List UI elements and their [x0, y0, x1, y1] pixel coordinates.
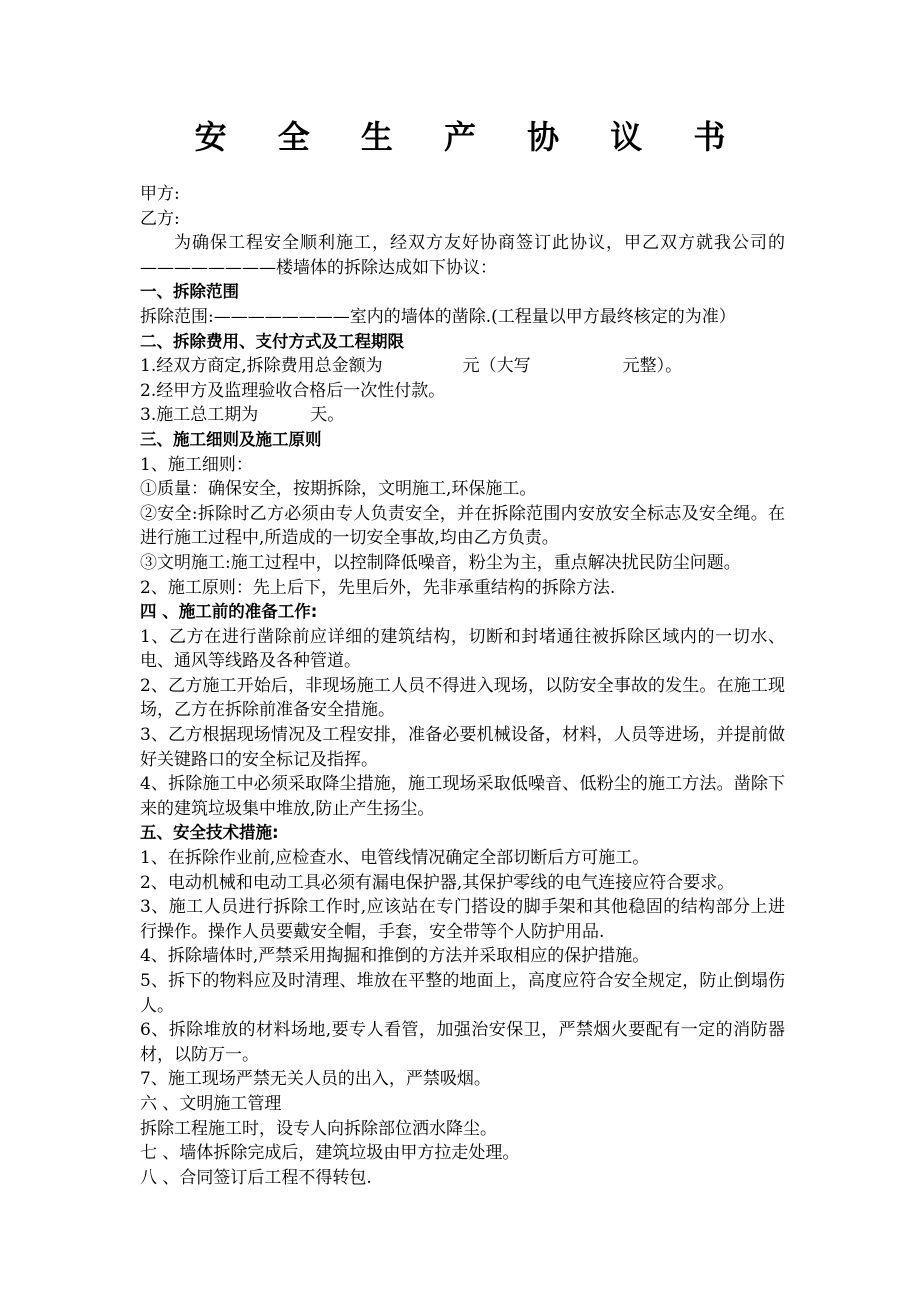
- section-3-item-3: ②安全:拆除时乙方必须由专人负责安全，并在拆除范围内安放安全标志及安全绳。在进行施工过程中,所造成的一切安全事故,均由乙方负责。: [140, 503, 785, 549]
- section-8-text: 八 、合同签订后工程不得转包.: [140, 1167, 372, 1188]
- section-3-item-4: ③文明施工:施工过程中，以控制降低噪音，粉尘为主，重点解决扰民防尘问题。: [140, 552, 741, 573]
- section-2-heading: 二、拆除费用、支付方式及工程期限: [140, 331, 404, 351]
- section-4-item-4: 4、拆除施工中必须采取降尘措施，施工现场采取低噪音、低粉尘的施工方法。凿除下来的建筑垃圾集中堆放,防止产生扬尘。: [140, 774, 785, 819]
- section-5-heading: 五、安全技术措施:: [140, 823, 279, 843]
- fee-label: 1.经双方商定,拆除费用总金额为: [140, 356, 383, 377]
- document-body: [140, 182, 785, 1190]
- payment-line: 2.经甲方及监理验收合格后一次性付款。: [140, 380, 446, 401]
- page-title: 安 全 生 产 协 议 书: [194, 118, 746, 156]
- section-4-item-1: 1、乙方在进行凿除前应详细的建筑结构，切断和封堵通往被拆除区域内的一切水、电、通风等线路及各种管道。: [140, 626, 785, 672]
- section-5-item-7: 7、施工现场严禁无关人员的出入，严禁吸烟。: [140, 1069, 491, 1090]
- section-1-text: 拆除范围:————————室内的墙体的凿除.(工程量以甲方最终核定的为准）: [140, 306, 736, 327]
- section-6-text: 拆除工程施工时，设专人向拆除部位洒水降尘。: [140, 1118, 497, 1139]
- duration-label: 3.施工总工期为: [140, 405, 259, 426]
- section-5-item-6: 6、拆除堆放的材料场地,要专人看管，加强治安保卫，严禁烟火要配有一定的消防器材，以防万一。: [140, 1020, 785, 1065]
- section-6-heading: 六 、文明施工管理: [140, 1093, 282, 1114]
- section-3-item-2: ①质量：确保安全，按期拆除，文明施工,环保施工。: [140, 479, 537, 500]
- party-a-label: 甲方:: [140, 184, 180, 204]
- section-3-item-1: 1、施工细则：: [140, 454, 253, 475]
- fee-capital-label: 元（大写: [462, 356, 531, 377]
- section-4-heading: 四 、施工前的准备工作:: [140, 602, 318, 622]
- duration-unit: 天。: [310, 405, 345, 426]
- party-b-label: 乙方:: [140, 208, 180, 229]
- duration-line: [140, 403, 785, 428]
- fee-line: [140, 354, 785, 379]
- section-5-item-1: 1、在拆除作业前,应检查水、电管线情况确定全部切断后方可施工。: [140, 848, 650, 869]
- section-4-item-2: 2、乙方施工开始后，非现场施工人员不得进入现场，以防安全事故的发生。在施工现场，乙方在拆除前准备安全措施。: [140, 675, 785, 721]
- section-7-text: 七 、墙体拆除完成后，建筑垃圾由甲方拉走处理。: [140, 1143, 520, 1164]
- section-1-heading: 一、拆除范围: [140, 282, 239, 302]
- section-5-item-3: 3、施工人员进行拆除工作时,应该站在专门搭设的脚手架和其他稳固的结构部分上进行操作。操作人员要戴安全帽，手套，安全带等个人防护用品.: [140, 897, 785, 942]
- section-4-item-3: 3、乙方根据现场情况及工程安排，准备必要机械设备，材料，人员等进场，并提前做好关键路口的安全标记及指挥。: [140, 725, 785, 770]
- fee-end-label: 元整）。: [622, 356, 683, 377]
- section-5-item-2: 2、电动机械和电动工具必须有漏电保护器,其保护零线的电气连接应符合要求。: [140, 872, 735, 893]
- section-3-item-5: 2、施工原则：先上后下，先里后外，先非承重结构的拆除方法.: [140, 577, 616, 598]
- section-5-item-4: 4、拆除墙体时,严禁采用掏掘和推倒的方法并采取相应的保护措施。: [140, 946, 650, 967]
- intro-paragraph: 为确保工程安全顺利施工，经双方友好协商签订此协议，甲乙双方就我公司的————————楼墙体的拆除达成如下协议：: [140, 233, 785, 278]
- section-5-item-5: 5、拆下的物料应及时清理、堆放在平整的地面上，高度应符合安全规定，防止倒塌伤人。: [140, 971, 785, 1016]
- section-3-heading: 三、施工细则及施工原则: [140, 429, 322, 449]
